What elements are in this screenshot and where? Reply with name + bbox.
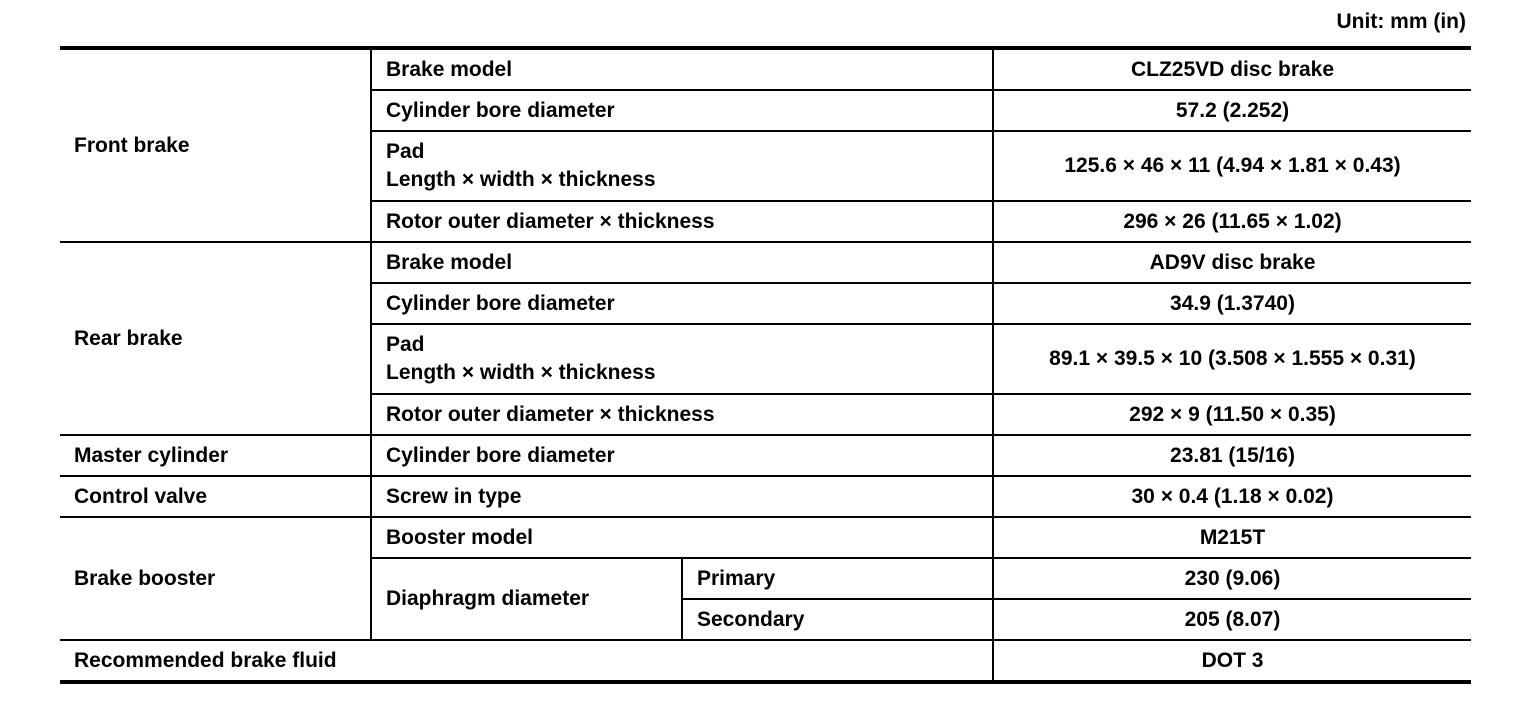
rear-pad-label: Pad Length × width × thickness [371,324,993,394]
table-row [60,435,1471,476]
table-row [60,242,1471,283]
rear-pad-value: 89.1 × 39.5 × 10 (3.508 × 1.555 × 0.31) [993,324,1471,394]
control-type-label: Screw in type [371,476,993,517]
front-rotor-value: 296 × 26 (11.65 × 1.02) [993,201,1471,242]
front-brake-model-label: Brake model [371,48,993,90]
front-brake-model-value: CLZ25VD disc brake [993,48,1471,90]
primary-label: Primary [682,558,993,599]
front-pad-value: 125.6 × 46 × 11 (4.94 × 1.81 × 0.43) [993,131,1471,201]
rear-bore-value: 34.9 (1.3740) [993,283,1471,324]
primary-value: 230 (9.06) [993,558,1471,599]
rear-brake-model-value: AD9V disc brake [993,242,1471,283]
master-bore-value: 23.81 (15/16) [993,435,1471,476]
control-type-value: 30 × 0.4 (1.18 × 0.02) [993,476,1471,517]
booster-model-label: Booster model [371,517,993,558]
brake-spec-table [60,46,1471,684]
front-rotor-label: Rotor outer diameter × thickness [371,201,993,242]
rear-brake-model-label: Brake model [371,242,993,283]
table-row [60,517,1471,558]
diaphragm-label: Diaphragm diameter [371,558,682,640]
rear-brake-label: Rear brake [60,242,371,435]
master-bore-label: Cylinder bore diameter [371,435,993,476]
table-row [60,48,1471,90]
rear-rotor-label: Rotor outer diameter × thickness [371,394,993,435]
rear-bore-label: Cylinder bore diameter [371,283,993,324]
master-cylinder-label: Master cylinder [60,435,371,476]
fluid-label: Recommended brake fluid [60,640,993,682]
secondary-label: Secondary [682,599,993,640]
unit-label: Unit: mm (in) [1336,10,1466,33]
rear-rotor-value: 292 × 9 (11.50 × 0.35) [993,394,1471,435]
secondary-value: 205 (8.07) [993,599,1471,640]
brake-booster-label: Brake booster [60,517,371,640]
front-bore-label: Cylinder bore diameter [371,90,993,131]
front-brake-label: Front brake [60,48,371,242]
control-valve-label: Control valve [60,476,371,517]
table-row [60,640,1471,682]
front-bore-value: 57.2 (2.252) [993,90,1471,131]
front-pad-label: Pad Length × width × thickness [371,131,993,201]
booster-model-value: M215T [993,517,1471,558]
fluid-value: DOT 3 [993,640,1471,682]
table-row [60,476,1471,517]
